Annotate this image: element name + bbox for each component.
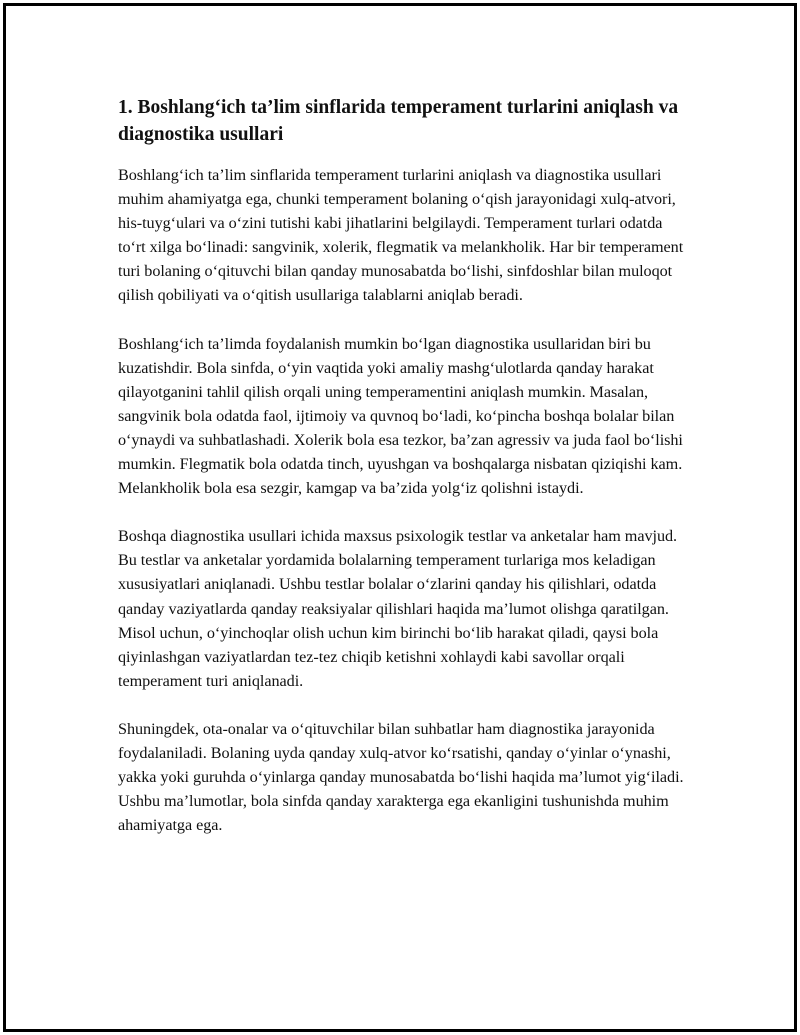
paragraph-1: Boshlang‘ich ta’lim sinflarida temperament turlarini aniqlash va diagnostika usullari muhim ahamiyatga ega, chunki temperament bolaning o‘qish jarayonidagi xulq-atvori, his-tuyg‘ulari va o‘zini tutishi kabi jihatlarini belgilaydi. Temperament turlari odatda to‘rt xilga bo‘linadi: sangvinik, xolerik, flegmatik va melankholik. Har bir temperament turi bolaning o‘qituvchi bilan qanday munosabatda bo‘lishi, sinfdoshlar bilan muloqot qilish qobiliyati va o‘qitish usullariga talablarni aniqlab beradi. [118,166,684,305]
paragraph-2: Boshlang‘ich ta’limda foydalanish mumkin bo‘lgan diagnostika usullaridan biri bu kuzatishdir. Bola sinfda, o‘yin vaqtida yoki amaliy mashg‘ulotlarda qanday harakat qilayotganini tahlil qilish orqali uning temperamentini aniqlash mumkin. Masalan, sangvinik bola odatda faol, ijtimoiy va quvnoq bo‘ladi, ko‘pincha boshqa bolalar bilan o‘ynaydi va suhbatlashadi. Xolerik bola esa tezkor, ba’zan agressiv va juda faol bo‘lishi mumkin. Flegmatik bola odatda tinch, uyushgan va boshqalarga nisbatan qiziqishi kam. Melankholik bola esa sezgir, kamgap va ba’zida yolg‘iz qolishni istaydi. [118,334,683,498]
section-heading: 1. Boshlang‘ich ta’lim sinflarida temperament turlarini aniqlash va diagnostika usullari [118,97,679,145]
document-body [118,94,684,861]
paragraph-3: Boshqa diagnostika usullari ichida maxsus psixologik testlar va anketalar ham mavjud. Bu testlar va anketalar yordamida bolalarning temperament turlariga mos keladigan xususiyatlari aniqlanadi. Ushbu testlar bolalar o‘zlarini qanday his qilishlari, odatda qanday vaziyatlarda qanday reaksiyalar qilishlari haqida ma’lumot olishga qaratilgan. Misol uchun, o‘yinchoqlar olish uchun kim birinchi bo‘lib harakat qiladi, qaysi bola qiyinlashgan vaziyatlardan tez-tez chiqib ketishni xohlaydi kabi savollar orqali temperament turi aniqlanadi. [118,527,678,690]
paragraph-4: Shuningdek, ota-onalar va o‘qituvchilar bilan suhbatlar ham diagnostika jarayonida foydalaniladi. Bolaning uyda qanday xulq-atvor ko‘rsatishi, qanday o‘yinlar o‘ynashi, yakka yoki guruhda o‘yinlarga qanday munosabatda bo‘lishi haqida ma’lumot yig‘iladi. Ushbu ma’lumotlar, bola sinfda qanday xarakterga ega ekanligini tushunishda muhim ahamiyatga ega. [118,719,684,835]
